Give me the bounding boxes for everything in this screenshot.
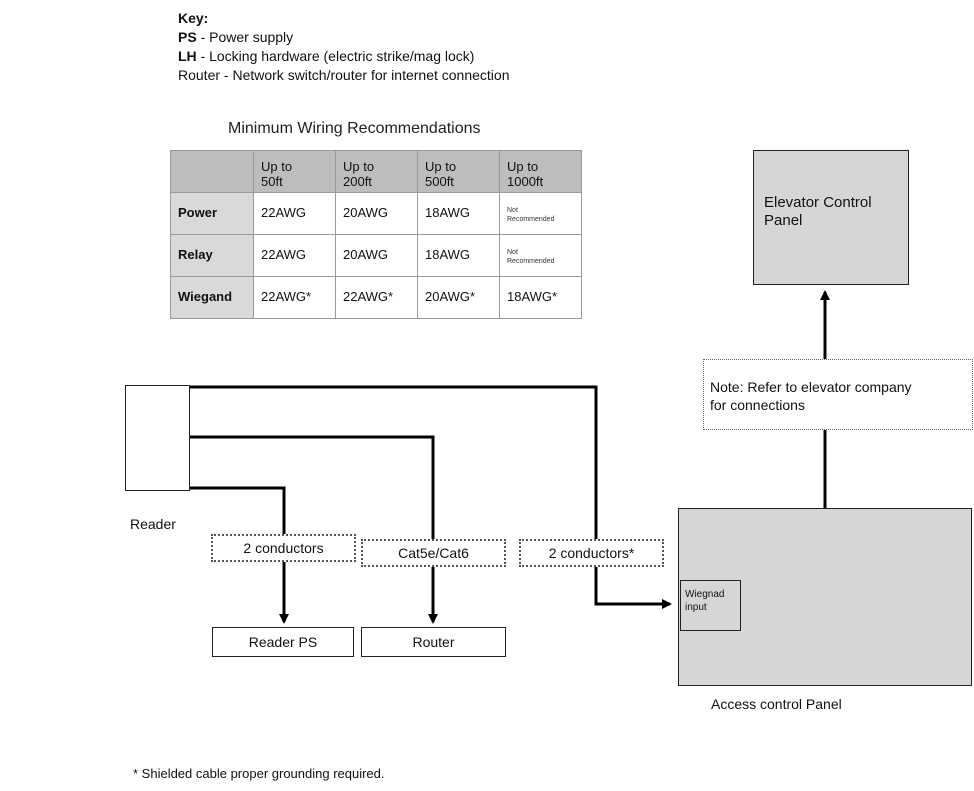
network-wire: [189, 437, 433, 622]
router-box: Router: [361, 627, 506, 657]
cable-label-power: 2 conductors: [211, 534, 356, 562]
table-cell: 18AWG: [418, 193, 500, 235]
table-row-label: Wiegand: [171, 277, 254, 319]
elevator-control-panel: Elevator Control Panel: [753, 150, 909, 285]
table-header-cell: Up to 50ft: [254, 151, 336, 193]
table-row-label: Relay: [171, 235, 254, 277]
access-panel-label: Access control Panel: [711, 696, 842, 712]
cable-label-network: Cat5e/Cat6: [361, 539, 506, 567]
table-row-label: Power: [171, 193, 254, 235]
footnote: * Shielded cable proper grounding required.: [133, 766, 385, 781]
wiegand-input-port: Wiegnad input: [680, 580, 741, 631]
reader-box: [125, 385, 190, 491]
table-cell: 22AWG*: [254, 277, 336, 319]
key-item-lh: LH - Locking hardware (electric strike/mag lock): [178, 48, 475, 64]
table-title: Minimum Wiring Recommendations: [228, 120, 481, 137]
cable-label-wiegand: 2 conductors*: [519, 539, 664, 567]
table-cell: 22AWG: [254, 193, 336, 235]
table-header-cell: Up to 1000ft: [500, 151, 582, 193]
table-cell: 18AWG: [418, 235, 500, 277]
key-heading: Key:: [178, 10, 209, 26]
table-cell: 20AWG: [336, 193, 418, 235]
table-cell: 20AWG*: [418, 277, 500, 319]
wiegand-wire: [189, 387, 670, 604]
reader-ps-box: Reader PS: [212, 627, 354, 657]
table-header-cell: Up to 200ft: [336, 151, 418, 193]
table-cell: 22AWG*: [336, 277, 418, 319]
reader-label: Reader: [130, 516, 176, 532]
table-cell: Not Recommended: [500, 235, 582, 277]
table-cell: 22AWG: [254, 235, 336, 277]
table-cell: Not Recommended: [500, 193, 582, 235]
elevator-note: Note: Refer to elevator company for connections: [703, 359, 973, 430]
key-item-ps: PS - Power supply: [178, 29, 294, 45]
table-cell: 20AWG: [336, 235, 418, 277]
key-item-router: Router - Network switch/router for internet connection: [178, 67, 510, 83]
table-header-cell: Up to 500ft: [418, 151, 500, 193]
table-cell: 18AWG*: [500, 277, 582, 319]
